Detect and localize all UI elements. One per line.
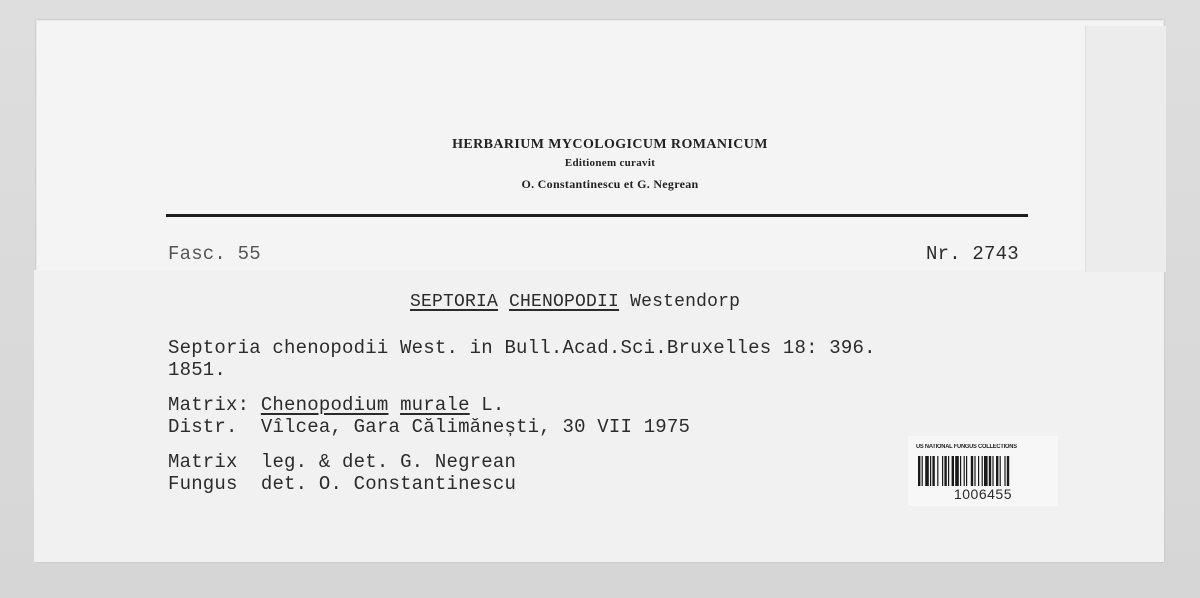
barcode-bar [966, 456, 967, 486]
barcode-bar [952, 456, 954, 486]
barcode-bar [964, 456, 965, 486]
reference-line-1: Septoria chenopodii West. in Bull.Acad.Sci.Bruxelles 18: 396. [168, 337, 876, 359]
barcode-bar [1000, 456, 1001, 486]
barcode-bar [932, 456, 934, 486]
barcode-bar [944, 456, 946, 486]
taxon-genus: SEPTORIA [410, 292, 499, 312]
barcode-bar [955, 456, 959, 486]
barcode-bar [996, 456, 998, 486]
host-genus: Chenopodium [260, 394, 389, 416]
barcode-bar [937, 456, 938, 486]
barcode-bar [925, 456, 929, 486]
barcode-label: US NATIONAL FUNGUS COLLECTIONS [916, 444, 1017, 450]
institution-title: HERBARIUM MYCOLOGICUM ROMANICUM [452, 137, 768, 152]
barcode-bar [989, 456, 991, 486]
barcode-bar [978, 456, 979, 486]
fungus-determiner-text: det. O. Constantinescu [260, 473, 517, 495]
matrix-collector-label: Matrix [168, 451, 238, 473]
taxon-author: Westendorp [630, 292, 741, 312]
editors-line: O. Constantinescu et G. Negrean [521, 177, 699, 191]
barcode-number: 1006455 [953, 486, 1012, 502]
barcode-bar [984, 456, 988, 486]
specimen-number: Nr. 2743 [926, 243, 1019, 265]
barcode-bar [942, 456, 943, 486]
barcode-bar [982, 456, 983, 486]
barcode-bar [948, 456, 949, 486]
host-species: murale [400, 394, 470, 416]
reference-line-2: 1851. [168, 359, 227, 381]
distribution-locality: Vîlcea, Gara Călimănești, 30 VII 1975 [260, 416, 691, 438]
matrix-collector-line [168, 452, 516, 472]
barcode-bar [918, 456, 920, 486]
barcode-bar [930, 456, 931, 486]
barcode-icon [918, 456, 1050, 486]
fungus-determiner-line [168, 474, 516, 494]
matrix-collector-text: leg. & det. G. Negrean [260, 451, 517, 473]
header-divider [166, 214, 1028, 217]
host-author: L. [481, 394, 505, 416]
barcode-bar [974, 456, 975, 486]
label-header [360, 136, 860, 196]
barcode-bar [971, 456, 973, 486]
distribution-label: Distr. [168, 416, 238, 438]
matrix-label: Matrix: [168, 394, 250, 416]
fascicle-number: Fasc. 55 [168, 243, 261, 265]
edition-line: Editionem curavit [564, 157, 656, 169]
barcode-bar [922, 456, 923, 486]
taxon-species: CHENOPODII [509, 292, 620, 312]
sheet-edge-strip [1085, 26, 1166, 272]
matrix-line [168, 395, 505, 415]
barcode-sticker [908, 436, 1058, 506]
barcode-bar [1004, 456, 1005, 486]
distribution-line [168, 417, 690, 437]
barcode-bar [1007, 456, 1009, 486]
barcode-bar [960, 456, 961, 486]
barcode-bar [992, 456, 993, 486]
fungus-determiner-label: Fungus [168, 473, 238, 495]
taxon-name [410, 292, 740, 312]
